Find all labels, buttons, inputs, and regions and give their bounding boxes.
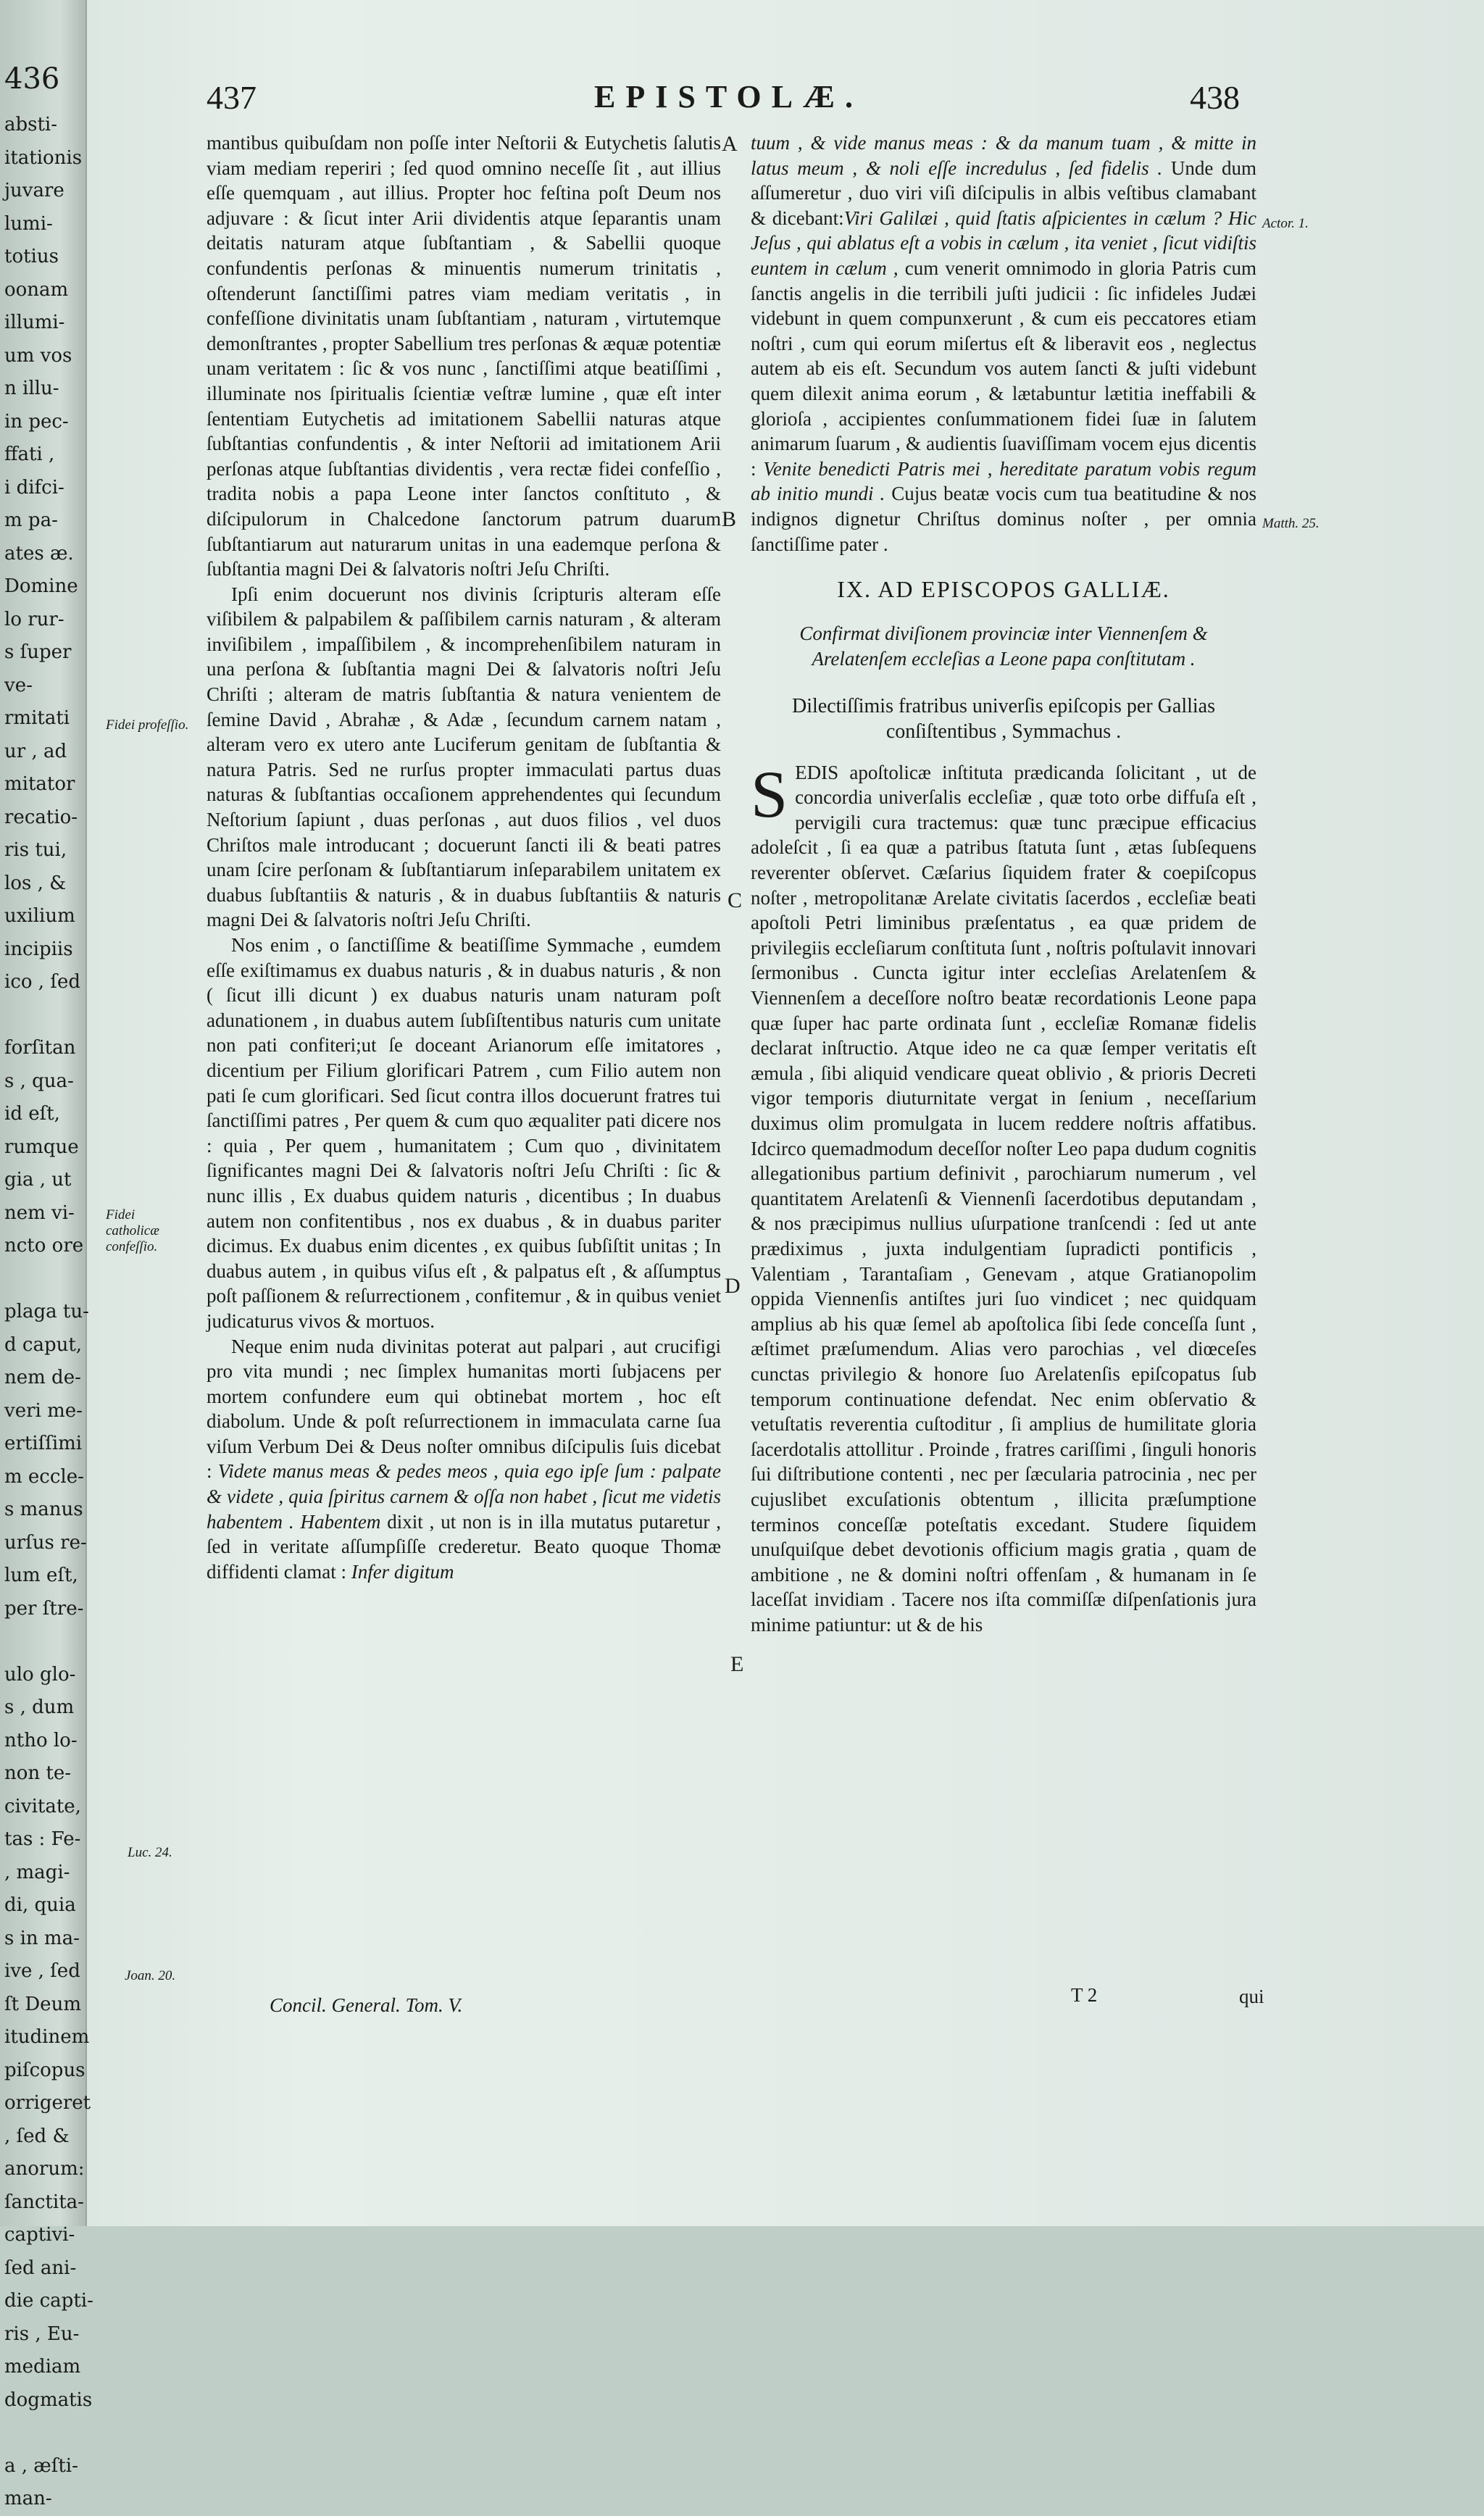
previous-page-fragment: ncto ore [4,1235,84,1257]
paragraph: mantibus quibuſdam non poſſe inter Neſtorii & Eutychetis ſalutis viam mediam reperiri ; ſed quod omnino neceſſe ſit , aut illius eſſe quemquam , aut illius. Propter hoc feſtina poſt Deum nos adjuvare : & ſicut inter Arii dividentis atque ſeparantis unam deitatis naturam atque ſubſtantiam , & Sabellii quoque confundentis perſonas & minuentis numerum trinitatis , oſtenderunt ſanctiſſimi patres viam mediam veritatis , in confeſſione divinitatis unam ſubſtantiam , naturam , virtutemque demonſtrantes , propter Sabellium tres perſonas & æquæ potentiæ unam veritatem : ſic & vos nunc , ſanctiſſimi atque beatiſſimi , illuminate nos ſpiritualis ſcientiæ veſtræ lumine , quæ eſt inter ſententiam Eutychetis ad imitationem Sabellii naturas atque ſubſtantias confundentis , & inter Neſtorii ad imitationem Arii perſonas atque ſubſtantias dividentis , vera rectæ fidei confeſſio , tradita nobis a papa Leone inter ſanctos conſtituto , & diſcipulorum in Chalcedone ſanctorum patrum duarum ſubſtantiarum aut naturarum unitas in una eademque perſona & ſubſtantia magni Dei & ſalvatoris noſtri Jeſu Chriſti. [207,132,721,580]
previous-page-fragment: plaga tu- [4,1301,89,1322]
previous-page-fragment: ntho lo- [4,1729,78,1751]
previous-page-fragment: captivi- [4,2224,75,2246]
section-argument: Confirmat diviſionem provinciæ inter Viennenſem & Arelatenſem eccleſias a Leone papa conſtitutam . [799,622,1208,670]
previous-page-fragment [4,999,84,1033]
left-column [207,130,721,1584]
margin-letter-b: B [722,507,737,531]
previous-page-fragment: incipiis [4,938,73,960]
previous-page-fragment: recatio- [4,806,78,828]
paragraph: Nos enim , o ſanctiſſime & beatiſſime Symmache , eumdem eſſe exiſtimamus ex duabus naturis , & in duabus naturis , & non ( ſicut illi dicunt ) ex duabus naturis unam naturam poſt adunationem , in duabus autem ſubſiſtentibus naturis cum unitate non pati confiteri;ut ſe doceant Arianorum eſſe imitatores , dicentium per Filium glorificari Patrem , cum Filio autem non pati ſe cum glorificari. Sed ſicut contra illos docuerunt fratres tui ſanctiſſimi patres , Per quem & cum quo æqualiter pati dicere nos : quia , Per quem , humanitatem ; Cum quo , divinitatem ſignificantes magni Dei & ſalvatoris noſtri Jeſu Chriſti : ſic & nunc illis , Ex duabus quidem naturis , dicentibus ; In duabus autem non confitentibus , nos ex duabus , & in duabus pariter dicimus. Ex duabus enim dicentes , ex quibus ſubſiſtit unitas ; In duabus autem , in quibus viſus eſt , & palpatus eſt , & aſſumptus poſt paſſionem & reſurrectionem , confitemur , & in quibus veniet judicaturus vivos & mortuos. [207,934,721,1332]
previous-page-fragment: , ſed & [4,2125,70,2147]
previous-page-fragment: lum eſt, [4,1565,78,1586]
previous-page-fragment: man- [4,2488,52,2509]
previous-page-fragment: totius [4,246,59,267]
previous-page-fragment: s manus [4,1499,83,1520]
drop-cap: S [751,757,788,831]
previous-page-fragment: , magi- [4,1861,70,1883]
previous-page-fragment: piſcopus [4,2059,86,2081]
previous-page-fragment: lumi- [4,212,53,235]
running-title: EPISTOLÆ. [594,79,863,114]
previous-page-fragment: veri me- [4,1399,83,1422]
previous-page-fragment: s , qua- [4,1070,74,1092]
previous-page-fragment: ris , Eu- [4,2323,80,2345]
previous-page-fragment: ſed ani- [4,2257,77,2279]
section-title: IX. AD EPISCOPOS GALLIÆ. [837,576,1170,603]
right-column [751,130,1256,1637]
quote-thomas: tuum , & vide manus meas : & da manum tuam , & mitte in latus meum , & noli eſſe incredulus , ſed fidelis . [751,132,1256,179]
margin-note-fidei-catholicae: Fidei catholicæ confeſſio. [106,1207,159,1254]
previous-page-fragment: anorum: [4,2158,85,2180]
margin-letter-c: C [728,888,743,912]
previous-page-fragment: urſus re- [4,1531,87,1554]
margin-letter-d: D [725,1274,741,1298]
paragraph-final [207,1334,721,1585]
previous-page-fragment: per ſtre- [4,1597,84,1620]
paragraph-text: Unde dum aſſumeretur , duo viri viſi diſcipulis in albis veſtibus clamabant & dicebant: [751,157,1257,229]
previous-page-fragment: m eccle- [4,1465,84,1488]
previous-page-fragment: itudinem [4,2026,90,2048]
previous-page-fragment: s ſuper [4,641,72,663]
previous-page-fragment: ris tui, [4,839,67,861]
margin-note-fidei-professio: Fidei profeſſio. [106,717,189,733]
previous-page-fragment: nem vi- [4,1201,75,1224]
previous-page-fragment: los , & [4,872,67,894]
previous-page-fragment: um vos [4,344,72,367]
page-number-left: 437 [207,79,257,116]
previous-page-fragment: tas : Fe- [4,1828,81,1850]
previous-page-fragment: oonam [4,278,69,301]
previous-page-fragment: gia , ut [4,1169,72,1191]
previous-page-fragment: s in ma- [4,1927,80,1949]
margin-note-luc: Luc. 24. [128,1845,172,1860]
previous-page-fragment: ſt Deum [4,1993,81,2015]
signature-mark: Concil. General. Tom. V. [270,1994,463,2016]
quote-acts: Viri Galilæi , quid ſtatis aſpicientes in cælum ? Hic Jeſus , qui ablatus eſt a vobis in cælum , ita veniet , ſicut vidiſtis euntem in cælum , [751,207,1256,279]
previous-page-fragment [4,1625,84,1659]
previous-page-fragments [4,109,93,2516]
paragraph-text: Neque enim nuda divinitas poterat aut palpari , aut crucifigi pro vita mundi ; nec ſimplex humanitas morti ſubjacens per mortem confundere eum qui obtinebat mortem , hoc eſt diabolum. Unde & poſt reſurrectionem in immaculata carne ſua viſum Verbum Dei & Deus noſter omnibus diſcipulis ſuis dicebat : [207,1335,721,1483]
margin-note-actor: Actor. 1. [1262,216,1309,231]
previous-page-fragment: uxilium [4,905,75,927]
previous-page-fragment: non te- [4,1762,72,1784]
previous-page-fragment: ur , ad [4,740,67,762]
previous-page-number: 436 [4,62,60,96]
previous-page-fragment: nem de- [4,1367,81,1388]
margin-note-joan: Joan. 20. [125,1968,176,1983]
previous-page-fragment: i difci- [4,476,64,499]
previous-page-fragment: juvare [4,180,64,201]
letter-text: EDIS apoſtolicæ inſtituta prædicanda ſolicitant , ut de concordia univerſalis eccleſiæ , quæ toto orbe diffuſa eſt , pervigili cura tractemus: quæ tunc præcipue efficacius adoleſcit , ſi ea quæ a patribus ſtatuta ſunt , ætas ſubſequens reverenter obſervet. Cæſarius ſiquidem frater & coepiſcopus noſter , metropolitanæ Arelate civitatis ſacerdos , eccleſiæ beati apoſtoli Petri liminibus præſentatus , ea quæ pridem de privilegiis eccleſiarum conſtituta ſunt , noſtris poſtulavit innovari ſermonibus . Cuncta igitur inter eccleſias Arelatenſem & Viennenſem a deceſſore noſtro beatæ recordationis Leone papa quæ ſuper hac parte ordinata ſunt , eccleſiæ Romanæ fidelis declarat inſtructio. Atque ideo ne ca quæ ſemper veritatis eſt æmula , ſibi aliquid vendicare queat oblivio , & prioris Decreti vigor temporis diuturnitate vergat in ſenium , neceſſarium duximus olim promulgata in lucem reddere noſtris affatibus. Idcirco quemadmodum deceſſor noſter Leo papa dudum cognitis allegationibus partium definivit , parochiarum numerum , vel quantitatem Arelatenſi & Viennenſi ſacerdotibus deputandam , & nos præcipimus nullius uſurpatione tranſcendi : ſed ut ante prædiximus , juxta indulgentiam ſupradicti pontificis , Valentiam , Tarantaſiam , Genevam , atque Gratianopolim oppida Viennenſis antiſtes juri ſuo vindicet ; nec quidquam amplius ab his quæ ſemel ab apoſtolica ſibi ſede conceſſa ſunt , æſtimet præſumendum. Alias vero parochias , vel diœceſes cunctas privilegio & honore ſuo Arelatenſis epiſcopatus ſub temporum continuatione defendat. Nec enim obſervatio & vetuſtatis reverentia cuſtoditur , ſi amplius de humilitate gloria ſacerdotalis attollitur . Proinde , fratres cariſſimi , ſinguli honoris ſui diſtributione contenti , nec per ſæcularia patrocinia , nec per cujuslibet excuſationis obtentum , illicita præſumptione terminos conceſſæ poteſtatis excedant. Studere ſiquidem unuſquiſque debet devotionis officium magis gratia , quam de ambitione , ne & domini noſtri offenſam , & humanam in ſe laceſſat invidiam . Tacere nos iſta commiſſæ diſpenſationis jura minime patiuntur: ut & de his [751,761,1256,1636]
letter-address: Dilectiſſimis fratribus univerſis epiſcopis per Gallias conſiſtentibus , Symmachus . [792,694,1215,743]
previous-page-fragment: absti- [4,114,58,136]
previous-page-fragment: ve- [4,674,33,696]
previous-page-fragment: ertiſſimi [4,1433,83,1454]
page-number-right: 438 [1190,79,1240,116]
previous-page-fragment: s , dum [4,1696,75,1718]
previous-page-fragment: n illu- [4,378,59,399]
previous-page-fragment: in pec- [4,410,69,433]
previous-page-fragment: ates æ. [4,542,74,565]
paragraph-continuation: dixit , ut non is in illa mutatus putaretur , ſed in veritate aſſumpſiſſe crederetur. Beato quoque Thomæ diffidenti clamat : [207,1510,722,1583]
paragraph-text: Cujus beatæ vocis cum tua beatitudine & nos indignos dignetur Chriſtus dominus noſter , per omnia ſanctiſſime pater . [751,483,1256,555]
paragraph: Ipſi enim docuerunt nos divinis ſcripturis alteram eſſe viſibilem & palpabilem & paſſibilem carnis naturam , & alteram inviſibilem , impaſſibilem , & incomprehenſibilem naturam in una perſona & ſubſtantia magni Dei & ſalvatoris noſtri Jeſu Chriſti ; alteram de matris ſubſtantia & natura venientem de ſemine David , Abrahæ , & Adæ , ſecundum carnem natam , alteram vero ex utero ante Luciferum genitam de ſubſtantia & natura Patris. Sed ne rurſus propter immaculati partus duas naturas & ſubſtantias occaſionem apprehendentes qui ſecundum Neſtorium ſapiunt , duas perſonas , aut duos filios , vel duos Chriſtos male introducant ; docuerunt ſancti ili & beati patres unam ſcire perſonam & ſubſtantiarum inſeparabilem unitatem ex duabus ſubſtantiis & naturis , & in duabus ſubſtantiis & naturis magni Dei & ſalvatoris noſtri Jeſu Chriſti. [207,583,721,931]
previous-page-fragment: m pa- [4,509,58,531]
previous-page-fragment: di, quia [4,1894,76,1916]
paragraph-opening [751,130,1256,557]
previous-page-fragment: die capti- [4,2290,93,2312]
quote-matthew: Venite benedicti Patris mei , hereditate paratum vobis regum ab initio mundi . [751,457,1256,505]
previous-page-fragment: ulo glo- [4,1663,76,1686]
previous-page-fragment: ico , ſed [4,971,80,993]
quote-luke: Videte manus meas & pedes meos , quia ego ipſe ſum : palpate & videte , quia ſpiritus carnem & oſſa non habet , ſicut me videtis habentem . Habentem [207,1460,722,1533]
previous-page-fragment: itationis [4,146,83,169]
previous-page-fragment: mediam [4,2356,81,2378]
previous-page-fragment [4,2417,84,2450]
previous-page-fragment: lo rur- [4,608,64,630]
previous-page-fragment: rmitati [4,707,70,729]
margin-note-matth: Matth. 25. [1262,516,1320,531]
previous-page-fragment: a , æſti- [4,2454,78,2477]
previous-page-fragment: rumque [4,1136,79,1158]
previous-page-fragment: d caput, [4,1333,83,1356]
previous-page-fragment: dogmatis [4,2388,93,2411]
previous-page-fragment: Domine [4,575,78,597]
paragraph-text: cum venerit omnimodo in gloria Patris cum ſanctis angelis in die terribili juſti judicii : ſic infideles Judæi videbunt in quem compunxerunt , & cum eis peccatores etiam noſtri , cum qui eorum miſertus eſt & liberavit eos , neglectus autem ab eis eſt. Secundum vos autem ſancti & juſti videbunt quem dilexit anima eorum , & lætabuntur lætitia ineffabili & glorioſa , accipientes conſummationem fidei ſuæ in ſalutem animarum ſuarum , & audientis ſuaviſſimam vocem ejus dicentis : [751,257,1256,480]
letter-body [751,757,1256,1638]
margin-letter-e: E [730,1652,744,1676]
previous-page-fragment: mitator [4,773,75,795]
previous-page-fragment: ſanctita- [4,2191,84,2213]
catchword: qui [1239,1986,1264,2007]
previous-page-fragment: forſitan [4,1037,76,1059]
previous-page-fragment: illumi- [4,312,65,333]
previous-page-fragment [4,1263,84,1296]
previous-page-fragment: id eſt, [4,1103,60,1125]
quote-john: Infer digitum [351,1560,454,1583]
previous-page-fragment: ffati , [4,443,55,465]
previous-page-fragment: orrigeret [4,2092,91,2114]
previous-page-fragment: ive , ſed [4,1960,80,1982]
margin-letter-a: A [722,132,738,156]
gathering-signature: T 2 [1071,1984,1098,2006]
previous-page-edge [0,0,93,2509]
previous-page-fragment: civitate, [4,1795,81,1817]
